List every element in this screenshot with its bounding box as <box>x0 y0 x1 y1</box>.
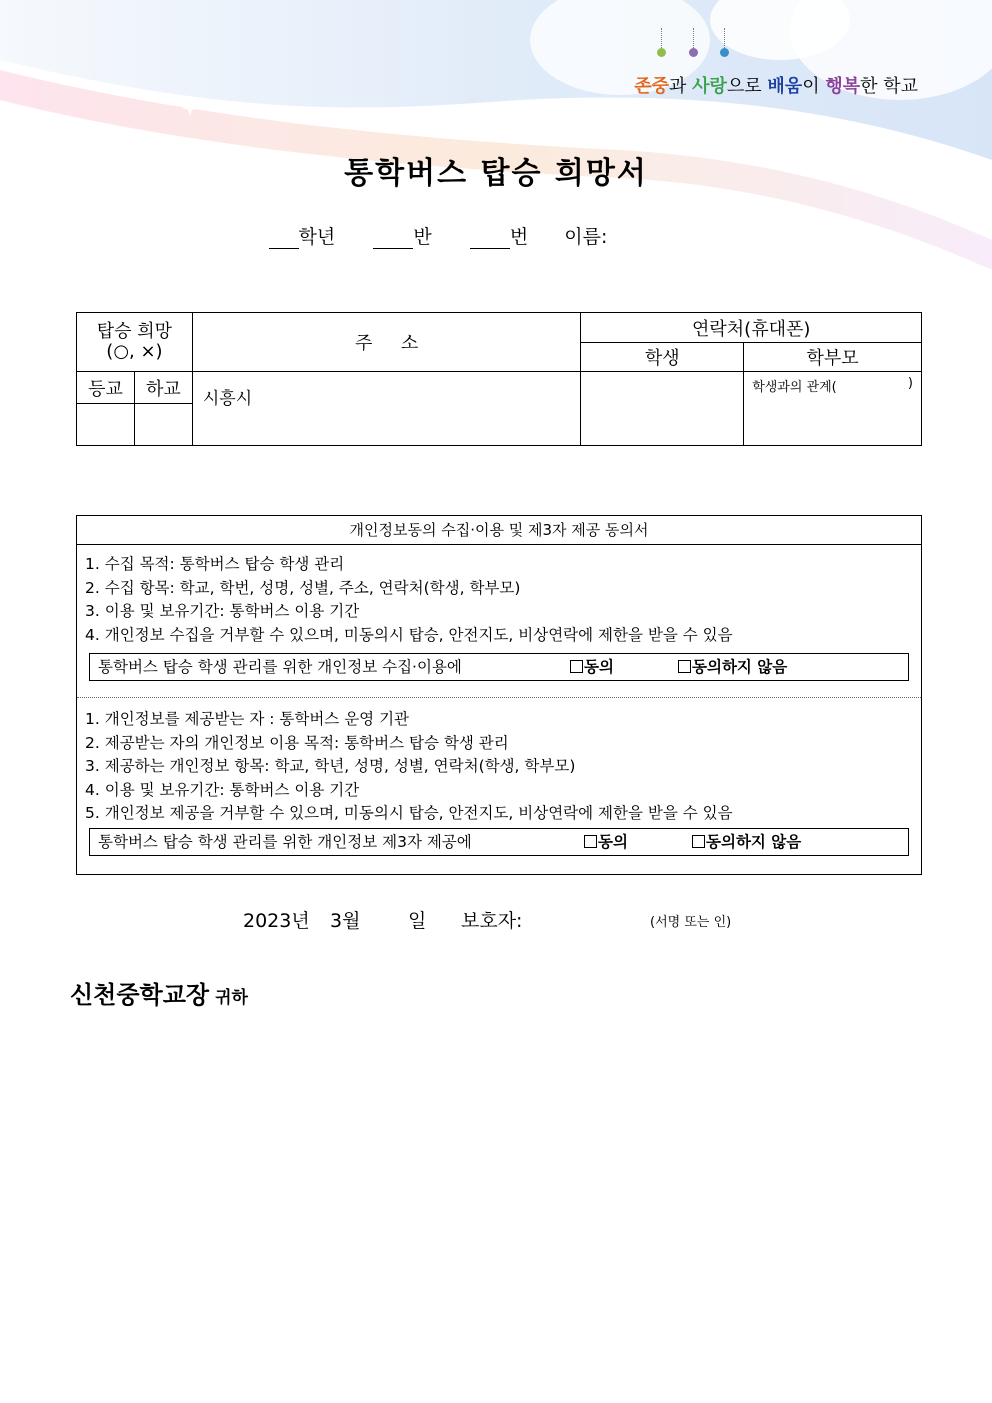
slogan-part: 행복 <box>825 76 861 97</box>
year-label: 2023년 <box>243 910 310 932</box>
address-value: 시흥시 <box>202 389 253 409</box>
slogan-part: 배움 <box>767 76 803 97</box>
boarding-header: 탑승 희망 <box>96 321 173 342</box>
decorative-dots <box>650 28 740 62</box>
provision-agree-option[interactable] <box>584 829 628 855</box>
slogan-part: 이 <box>802 76 826 97</box>
collection-item: 3. 이용 및 보유기간: 통학버스 이용 기간 <box>85 602 360 620</box>
collection-item: 4. 개인정보 수집을 거부할 수 있으며, 미동의시 탑승, 안전지도, 비상연락에 제한을 받을 수 있음 <box>85 625 733 644</box>
class-blank[interactable] <box>373 230 413 249</box>
addressee <box>70 975 248 1010</box>
provision-item: 1. 개인정보를 제공받는 자 : 통학버스 운영 기관 <box>85 710 410 728</box>
document-title: 통학버스 탑승 희망서 <box>344 156 648 191</box>
number-blank[interactable] <box>470 230 510 249</box>
to-school-label: 등교 <box>77 372 135 404</box>
address-cell[interactable] <box>192 372 581 446</box>
collection-items <box>85 553 921 647</box>
addressee-suffix: 귀하 <box>215 988 248 1008</box>
collection-consent-row <box>89 653 909 681</box>
blue-dot <box>720 48 729 57</box>
student-contact-header: 학생 <box>581 343 744 372</box>
relation-label: 학생과의 관계( <box>752 380 837 395</box>
collection-item: 1. 수집 목적: 통학버스 탑승 학생 관리 <box>85 555 345 573</box>
relation-close: ) <box>907 376 913 391</box>
parent-contact-header: 학부모 <box>744 343 922 372</box>
provision-consent-row <box>89 828 909 856</box>
provision-item: 2. 제공받는 자의 개인정보 이용 목적: 통학버스 탑승 학생 관리 <box>85 733 509 752</box>
checkbox-icon[interactable] <box>678 660 691 673</box>
name-blank[interactable] <box>613 231 723 249</box>
class-label: 반 <box>413 226 432 248</box>
slogan-part: 사랑 <box>692 76 727 97</box>
privacy-consent-box <box>76 515 922 875</box>
disagree-label: 동의하지 않음 <box>692 658 788 676</box>
checkbox-icon[interactable] <box>584 835 597 848</box>
boarding-header-cell <box>77 313 193 372</box>
application-table <box>76 312 922 446</box>
disagree-label: 동의하지 않음 <box>706 832 802 851</box>
school-slogan <box>634 72 918 98</box>
number-label: 번 <box>509 226 529 248</box>
section-divider <box>77 697 921 856</box>
grade-label: 학년 <box>298 226 336 248</box>
slogan-part: 과 <box>669 76 693 97</box>
agree-label: 동의 <box>598 832 628 851</box>
collection-consent-text: 통학버스 탑승 학생 관리를 위한 개인정보 수집·이용에 <box>98 658 462 676</box>
checkbox-icon[interactable] <box>692 835 705 848</box>
name-label: 이름: <box>564 226 608 248</box>
provision-item: 4. 이용 및 보유기간: 통학버스 이용 기간 <box>85 780 360 799</box>
green-dot <box>657 48 666 57</box>
provision-disagree-option[interactable] <box>692 829 801 855</box>
purple-dot <box>689 48 698 57</box>
collection-item: 2. 수집 항목: 학교, 학번, 성명, 성별, 주소, 연락처(학생, 학부모) <box>85 578 521 597</box>
agree-label: 동의 <box>584 658 614 676</box>
collection-disagree-option[interactable] <box>678 654 787 680</box>
slogan-part: 존중 <box>634 76 670 97</box>
provision-item: 3. 제공하는 개인정보 항목: 학교, 학년, 성명, 성별, 연락처(학생, 학부모) <box>85 757 576 775</box>
contact-header: 연락처(휴대폰) <box>581 313 922 343</box>
slogan-part: 으로 <box>726 76 768 97</box>
guardian-label: 보호자: <box>461 910 523 932</box>
principal-name: 신천중학교장 <box>70 981 210 1009</box>
month-label: 3월 <box>330 910 361 932</box>
address-header: 주 소 <box>192 313 581 372</box>
provision-item: 5. 개인정보 제공을 거부할 수 있으며, 미동의시 탑승, 안전지도, 비상연락에 제한을 받을 수 있음 <box>85 804 733 822</box>
parent-phone-cell[interactable] <box>744 372 922 446</box>
boarding-marks: (○, ×) <box>106 341 163 362</box>
collection-agree-option[interactable] <box>570 654 614 680</box>
grade-blank[interactable] <box>269 230 299 249</box>
checkbox-icon[interactable] <box>570 660 583 673</box>
from-school-label: 하교 <box>134 372 192 404</box>
from-school-mark-cell[interactable] <box>134 404 192 446</box>
slogan-part: 한 학교 <box>860 76 918 97</box>
student-phone-cell[interactable] <box>581 372 744 446</box>
consent-title: 개인정보동의 수집·이용 및 제3자 제공 동의서 <box>77 516 921 545</box>
day-label: 일 <box>408 910 427 932</box>
provision-consent-text: 통학버스 탑승 학생 관리를 위한 개인정보 제3자 제공에 <box>98 832 472 851</box>
provision-items <box>85 708 921 826</box>
student-info-line <box>0 222 992 249</box>
to-school-mark-cell[interactable] <box>77 404 135 446</box>
sign-note: (서명 또는 인) <box>650 915 732 930</box>
